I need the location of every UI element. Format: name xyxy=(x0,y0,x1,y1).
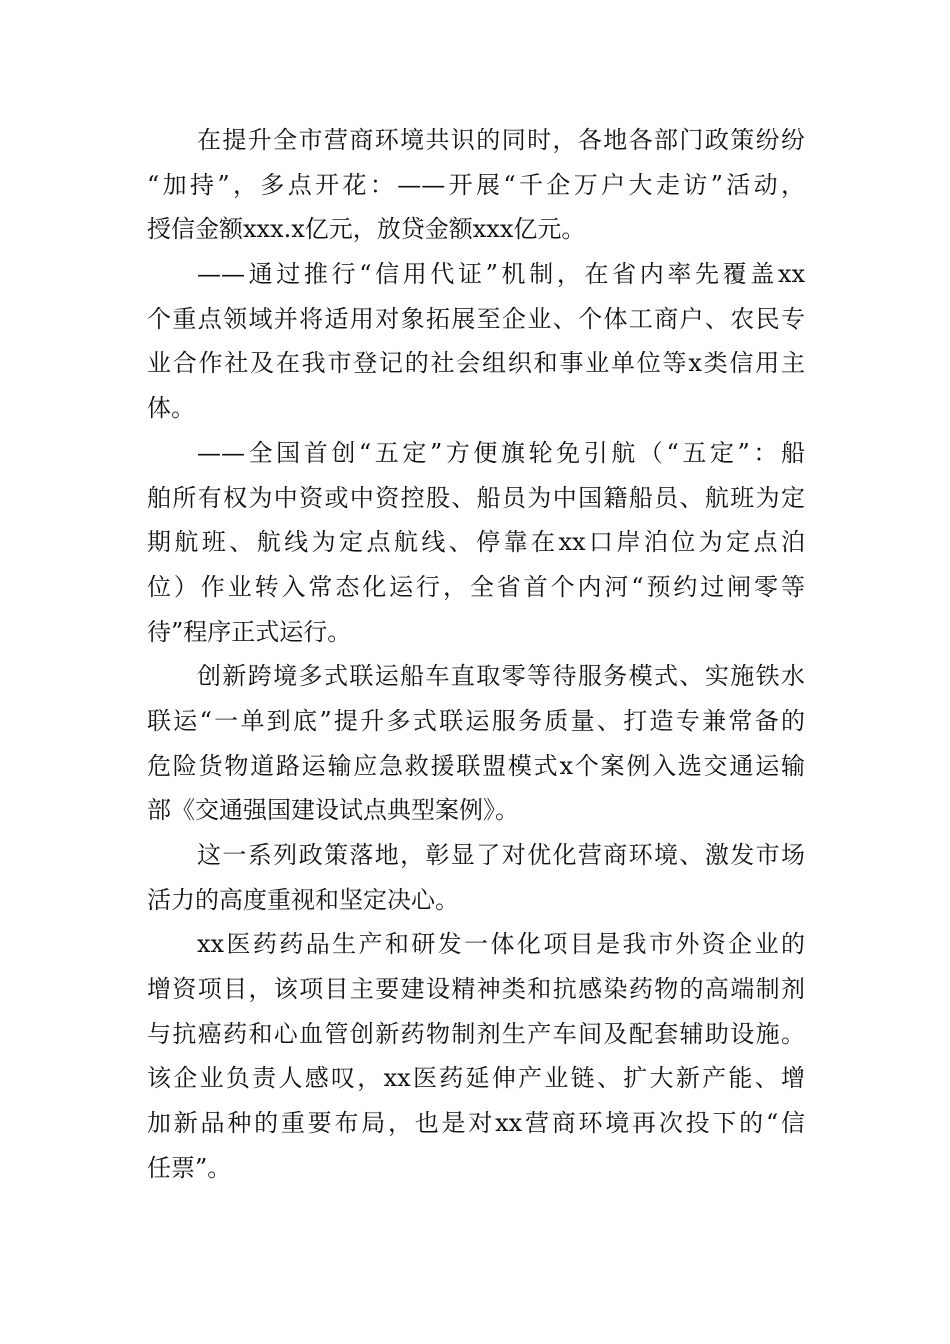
text-line: 创新跨境多式联运船车直取零等待服务模式、实施铁水 xyxy=(197,662,805,691)
text-line: 部《交通强国建设试点典型案例》。 xyxy=(147,796,519,825)
paragraph xyxy=(147,118,805,252)
document-page xyxy=(147,118,805,1191)
paragraph xyxy=(147,833,805,922)
text-line: 活力的高度重视和坚定决心。 xyxy=(147,885,459,914)
paragraph xyxy=(147,654,805,833)
paragraph xyxy=(147,431,805,654)
text-line: 该企业负责人感叹，xx医药延伸产业链、扩大新产能、增 xyxy=(147,1064,805,1093)
text-line: 位）作业转入常态化运行，全省首个内河“预约过闸零等 xyxy=(147,572,805,601)
text-line: ——全国首创“五定”方便旗轮免引航（“五定”：船 xyxy=(197,438,805,467)
text-line: 授信金额xxx.x亿元，放贷金额xxx亿元。 xyxy=(147,215,586,244)
text-line: ——通过推行“信用代证”机制，在省内率先覆盖xx xyxy=(197,260,805,289)
text-line: 业合作社及在我市登记的社会组织和事业单位等x类信用主 xyxy=(147,349,805,378)
text-line: 任票”。 xyxy=(147,1153,232,1182)
paragraph xyxy=(147,922,805,1190)
text-line: 这一系列政策落地，彰显了对优化营商环境、激发市场 xyxy=(197,841,805,869)
text-line: 待”程序正式运行。 xyxy=(147,617,352,646)
text-line: 增资项目，该项目主要建设精神类和抗感染药物的高端制剂 xyxy=(147,975,805,1004)
text-line: 加新品种的重要布局，也是对xx营商环境再次投下的“信 xyxy=(147,1109,805,1138)
text-line: xx医药药品生产和研发一体化项目是我市外资企业的 xyxy=(197,930,805,959)
text-line: 体。 xyxy=(147,394,195,423)
text-line: 在提升全市营商环境共识的同时，各地各部门政策纷纷 xyxy=(197,126,805,154)
text-line: “加持”，多点开花：——开展“千企万户大走访”活动， xyxy=(147,170,805,199)
text-line: 期航班、航线为定点航线、停靠在xx口岸泊位为定点泊 xyxy=(147,528,805,557)
text-line: 个重点领域并将适用对象拓展至企业、个体工商户、农民专 xyxy=(147,304,805,333)
text-line: 联运“一单到底”提升多式联运服务质量、打造专兼常备的 xyxy=(147,706,805,735)
text-line: 危险货物道路运输应急救援联盟模式x个案例入选交通运输 xyxy=(147,751,805,780)
paragraph xyxy=(147,252,805,431)
text-line: 与抗癌药和心血管创新药物制剂生产车间及配套辅助设施。 xyxy=(147,1019,805,1048)
text-line: 舶所有权为中资或中资控股、船员为中国籍船员、航班为定 xyxy=(147,483,805,512)
